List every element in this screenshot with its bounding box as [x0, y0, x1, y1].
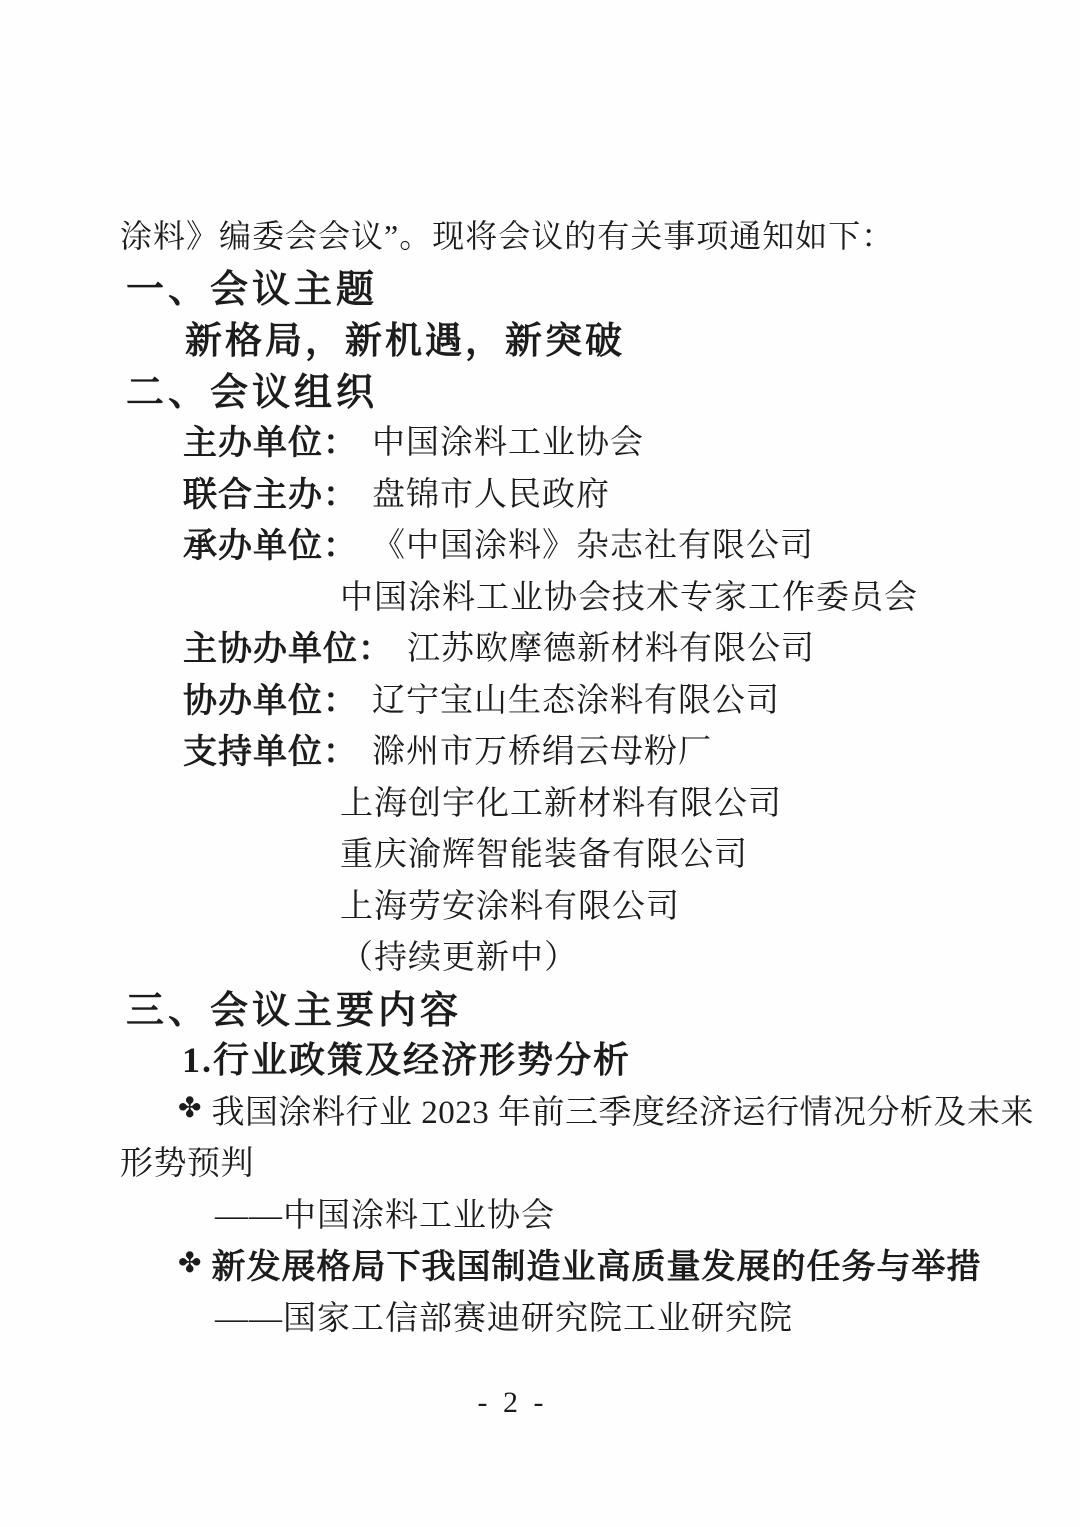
org-name: 辽宁宝山生态涂料有限公司 [372, 682, 780, 719]
agenda-item-1 [120, 1084, 1080, 1136]
clover-bullet-icon: ✤ [178, 1093, 202, 1125]
org-role-label: 主协办单位： [183, 630, 393, 669]
org-role-label: 承办单位： [183, 527, 358, 566]
clover-bullet-icon: ✤ [178, 1247, 202, 1279]
topic-1-heading: 1.行业政策及经济形势分析 [182, 1040, 632, 1081]
org-row-joint-host [120, 466, 1080, 518]
agenda-item-1-continuation: 形势预判 [120, 1146, 254, 1183]
agenda-item-2-source: ——国家工信部赛迪研究院工业研究院 [215, 1300, 793, 1337]
org-role-label: 协办单位： [183, 681, 358, 720]
org-name: 重庆渝辉智能装备有限公司 [340, 837, 748, 874]
section-heading-2: 二、会议组织 [126, 371, 379, 414]
org-name: 《中国涂料》杂志社有限公司 [372, 528, 814, 565]
meeting-theme: 新格局，新机遇，新突破 [185, 320, 625, 362]
agenda-item-2 [120, 1238, 1080, 1290]
org-name: 盘锦市人民政府 [372, 476, 610, 513]
page-number: - 2 - [477, 1386, 548, 1419]
org-row-organizer-cont [120, 569, 1080, 621]
org-row-host [120, 414, 1080, 466]
org-name: 中国涂料工业协会 [372, 425, 644, 462]
agenda-item-1-source: ——中国涂料工业协会 [215, 1197, 555, 1234]
org-name: 上海劳安涂料有限公司 [340, 888, 680, 925]
updating-note: （持续更新中） [340, 940, 578, 977]
org-row-supporter-cont [120, 775, 1080, 827]
org-row-updating-note [120, 929, 1080, 981]
org-role-label: 主办单位： [183, 424, 358, 463]
section-heading-1: 一、会议主题 [126, 268, 379, 311]
org-row-supporter-cont [120, 826, 1080, 878]
org-row-organizer [120, 517, 1080, 569]
org-name: 江苏欧摩德新材料有限公司 [407, 631, 815, 668]
org-role-label: 联合主办： [183, 475, 358, 514]
document-content [120, 208, 1080, 1341]
org-row-supporter-cont [120, 878, 1080, 930]
org-name: 中国涂料工业协会技术专家工作委员会 [340, 579, 918, 616]
agenda-item-1-text: 我国涂料行业 2023 年前三季度经济运行情况分析及未来 [211, 1094, 1034, 1131]
org-name: 滁州市万桥绢云母粉厂 [372, 734, 712, 771]
agenda-item-2-text: 新发展格局下我国制造业高质量发展的任务与举措 [211, 1249, 982, 1287]
org-name: 上海创宇化工新材料有限公司 [340, 785, 782, 822]
org-role-label: 支持单位： [183, 733, 358, 772]
org-row-co-organizer [120, 672, 1080, 724]
section-heading-3: 三、会议主要内容 [126, 989, 463, 1032]
org-row-main-co-organizer [120, 620, 1080, 672]
org-row-supporter [120, 723, 1080, 775]
intro-line: 涂料》编委会会议”。现将会议的有关事项通知如下： [120, 217, 895, 254]
